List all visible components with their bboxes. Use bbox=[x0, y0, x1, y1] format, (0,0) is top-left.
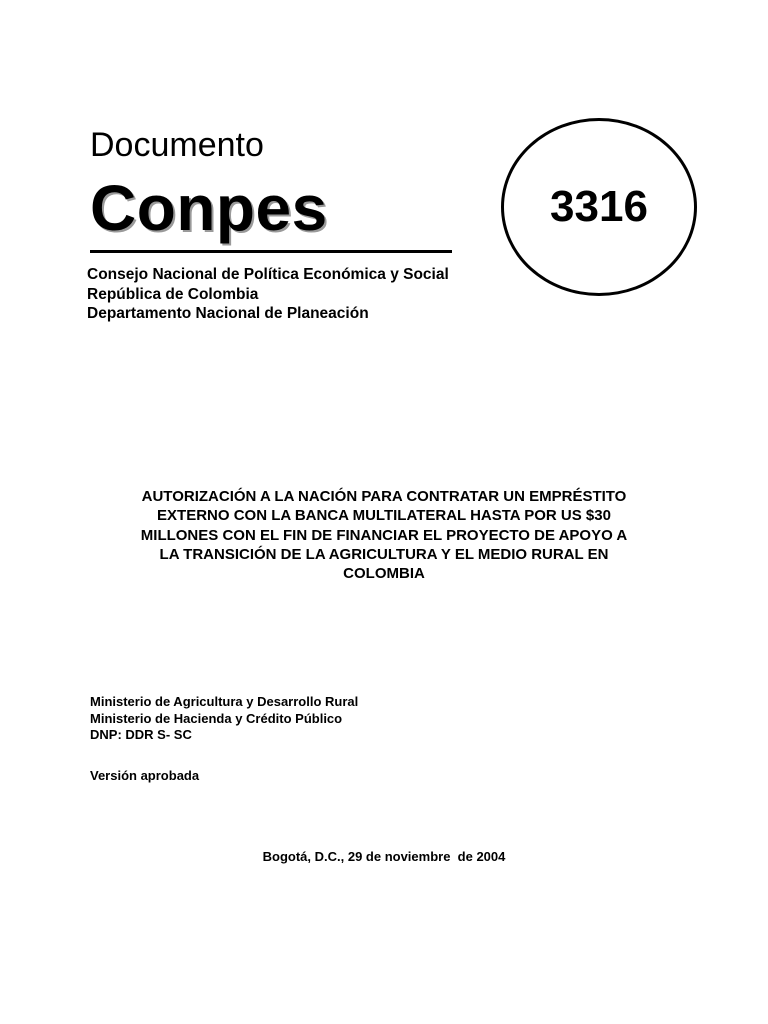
header-underline bbox=[90, 250, 452, 253]
title-line: COLOMBIA bbox=[343, 565, 425, 583]
conpes-logo-text: Conpes bbox=[90, 172, 328, 244]
ministry-finance: Ministerio de Hacienda y Crédito Público bbox=[90, 710, 343, 726]
place-and-date: Bogotá, D.C., 29 de noviembre de 2004 bbox=[262, 849, 506, 864]
institution-line-council: Consejo Nacional de Política Económica y Social bbox=[87, 266, 449, 283]
institution-block bbox=[87, 265, 449, 324]
title-line: LA TRANSICIÓN DE LA AGRICULTURA Y EL MEDIO RURAL EN bbox=[159, 545, 609, 563]
version-label: Versión aprobada bbox=[90, 768, 200, 783]
title-line: MILLONES CON EL FIN DE FINANCIAR EL PROYECTO DE APOYO A bbox=[140, 526, 628, 544]
document-number: 3316 bbox=[550, 182, 648, 231]
title-line: EXTERNO CON LA BANCA MULTILATERAL HASTA POR US $30 bbox=[157, 507, 611, 525]
document-number-circle bbox=[501, 118, 697, 296]
document-label: Documento bbox=[90, 126, 264, 164]
title-line: AUTORIZACIÓN A LA NACIÓN PARA CONTRATAR UN EMPRÉSTITO bbox=[141, 488, 627, 505]
institution-line-republic: República de Colombia bbox=[87, 285, 259, 303]
dnp-unit: DNP: DDR S- SC bbox=[90, 727, 192, 742]
institution-line-department: Departamento Nacional de Planeación bbox=[87, 305, 369, 322]
ministry-agriculture: Ministerio de Agricultura y Desarrollo Rural bbox=[90, 694, 359, 709]
document-title bbox=[84, 487, 684, 583]
ministries-block bbox=[90, 694, 358, 744]
